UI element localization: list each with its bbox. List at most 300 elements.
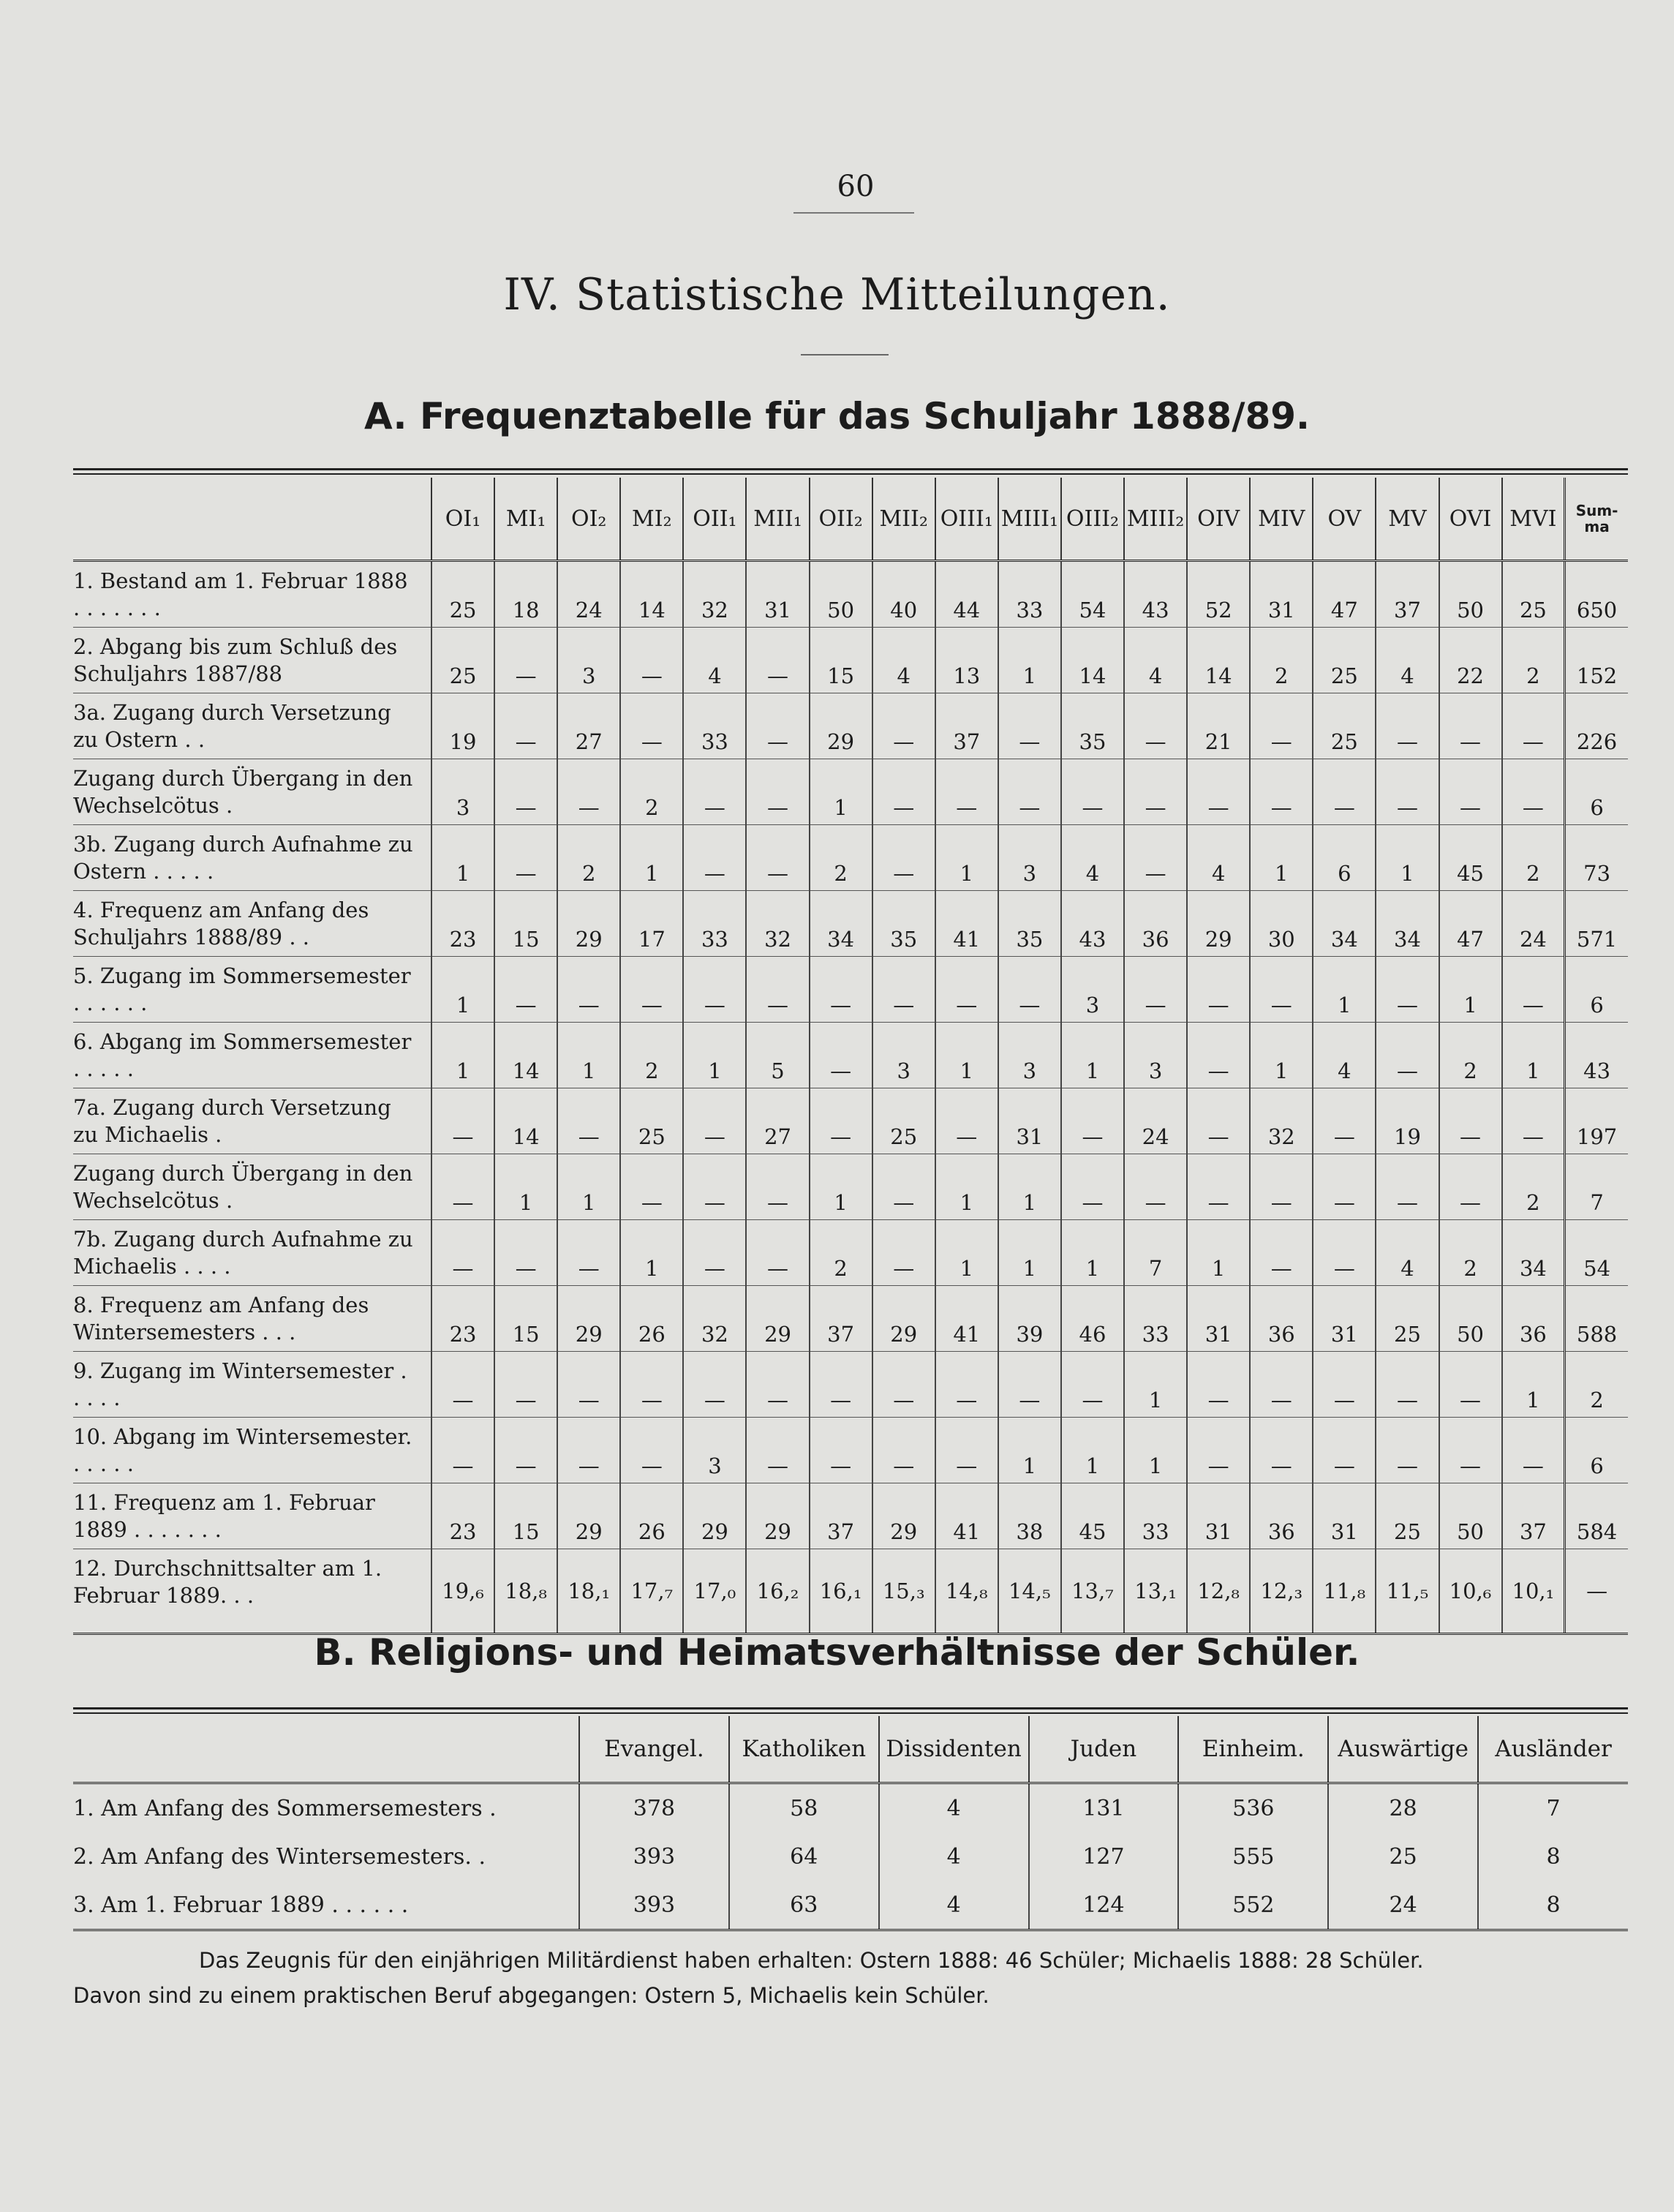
table-cell: 32 <box>683 561 746 628</box>
table-cell: — <box>1439 693 1502 759</box>
table-cell: — <box>1502 693 1565 759</box>
table-cell: — <box>1502 957 1565 1023</box>
table-cell: — <box>683 1352 746 1418</box>
table-cell: 58 <box>729 1783 879 1833</box>
table-cell: 13 <box>935 628 998 693</box>
row-sum: 2 <box>1565 1352 1628 1418</box>
table-cell: 3 <box>1061 957 1124 1023</box>
table-row <box>73 1881 1628 1930</box>
table-cell: 44 <box>935 561 998 628</box>
table-cell: 29 <box>746 1483 809 1549</box>
table-cell: 63 <box>729 1881 879 1930</box>
table-cell: — <box>1313 1418 1376 1483</box>
table-cell: 8 <box>1478 1832 1628 1881</box>
table-cell: 1 <box>1061 1220 1124 1286</box>
table-cell: — <box>1124 693 1187 759</box>
table-cell: — <box>746 759 809 825</box>
row-label: 11. Frequenz am 1. Februar 1889 . . . . . . . <box>73 1483 431 1549</box>
table-cell: 17 <box>620 891 683 957</box>
table-cell: — <box>935 1088 998 1154</box>
table-cell: — <box>1250 957 1313 1023</box>
row-label: 4. Frequenz am Anfang des Schuljahrs 1888/89 . . <box>73 891 431 957</box>
section-title-rule <box>801 354 889 356</box>
table-cell: — <box>1376 1418 1439 1483</box>
row-label: 5. Zugang im Sommersemester . . . . . . <box>73 957 431 1023</box>
table-cell: — <box>1187 1418 1250 1483</box>
table-cell: 47 <box>1439 891 1502 957</box>
table-cell: — <box>1124 825 1187 891</box>
table-cell: — <box>620 1418 683 1483</box>
table-cell: 23 <box>431 1286 494 1352</box>
table-row <box>73 1352 1628 1418</box>
table-cell: 23 <box>431 891 494 957</box>
table-cell: 127 <box>1029 1832 1179 1881</box>
table-cell: 4 <box>1313 1023 1376 1088</box>
table-cell: 1 <box>1061 1418 1124 1483</box>
religion-table <box>73 1716 1628 1931</box>
table-cell: 18 <box>494 561 557 628</box>
table-cell: 552 <box>1178 1881 1328 1930</box>
table-cell: — <box>431 1352 494 1418</box>
row-label: 2. Abgang bis zum Schluß des Schuljahrs 1887/88 <box>73 628 431 693</box>
table-cell: 1 <box>935 1220 998 1286</box>
page-number-underline <box>793 212 914 214</box>
table-cell: 25 <box>1376 1483 1439 1549</box>
row-label: 9. Zugang im Wintersemester . . . . . <box>73 1352 431 1418</box>
table-cell: 14 <box>1187 628 1250 693</box>
table-row <box>73 693 1628 759</box>
table-cell: 18,₁ <box>557 1549 620 1634</box>
table-cell: — <box>1061 759 1124 825</box>
table-cell: 1 <box>1187 1220 1250 1286</box>
table-cell: — <box>1376 957 1439 1023</box>
table-cell: 1 <box>620 1220 683 1286</box>
table-cell: — <box>431 1418 494 1483</box>
table-cell: 2 <box>810 825 872 891</box>
table-cell: — <box>746 825 809 891</box>
table-cell: 2 <box>810 1220 872 1286</box>
table-cell: 23 <box>431 1483 494 1549</box>
table-cell: 1 <box>1250 1023 1313 1088</box>
table-cell: 18,₈ <box>494 1549 557 1634</box>
column-header: MIII₁ <box>998 478 1061 561</box>
table-cell: 1 <box>810 1154 872 1220</box>
table-cell: — <box>620 628 683 693</box>
row-sum: 152 <box>1565 628 1628 693</box>
column-header: OIII₂ <box>1061 478 1124 561</box>
table-b-title: B. Religions- und Heimatsverhältnisse der Schüler. <box>314 1631 1360 1674</box>
table-cell: — <box>872 1220 935 1286</box>
table-cell: — <box>620 1352 683 1418</box>
table-cell: 4 <box>1187 825 1250 891</box>
table-cell: 25 <box>1313 628 1376 693</box>
table-cell: 50 <box>810 561 872 628</box>
header-blank <box>73 1716 579 1783</box>
table-cell: 8 <box>1478 1881 1628 1930</box>
table-cell: — <box>872 825 935 891</box>
row-label: 3. Am 1. Februar 1889 . . . . . . <box>73 1881 579 1930</box>
table-cell: — <box>494 759 557 825</box>
table-cell: 36 <box>1250 1483 1313 1549</box>
table-cell: — <box>1187 1154 1250 1220</box>
table-cell: 29 <box>872 1483 935 1549</box>
table-cell: — <box>998 693 1061 759</box>
table-row <box>73 1023 1628 1088</box>
row-sum: 54 <box>1565 1220 1628 1286</box>
row-label: 7b. Zugang durch Aufnahme zu Michaelis . . . . <box>73 1220 431 1286</box>
table-cell: 3 <box>557 628 620 693</box>
table-cell: 17,₀ <box>683 1549 746 1634</box>
table-cell: 15 <box>810 628 872 693</box>
table-cell: 25 <box>431 561 494 628</box>
table-cell: — <box>1439 1154 1502 1220</box>
table-cell: 30 <box>1250 891 1313 957</box>
table-cell: 36 <box>1250 1286 1313 1352</box>
table-cell: — <box>494 957 557 1023</box>
table-cell: — <box>1376 693 1439 759</box>
frequency-table <box>73 478 1628 1635</box>
table-cell: 4 <box>1061 825 1124 891</box>
table-cell: 4 <box>1124 628 1187 693</box>
table-cell: — <box>935 759 998 825</box>
column-header: OVI <box>1439 478 1502 561</box>
table-cell: 15 <box>494 891 557 957</box>
table-cell: — <box>1187 1088 1250 1154</box>
table-row <box>73 825 1628 891</box>
table-cell: — <box>683 1154 746 1220</box>
table-cell: — <box>1124 957 1187 1023</box>
table-cell: — <box>998 759 1061 825</box>
column-header: MII₂ <box>872 478 935 561</box>
frequency-table-header <box>73 478 1628 561</box>
table-cell: 37 <box>1376 561 1439 628</box>
column-header: OIII₁ <box>935 478 998 561</box>
row-sum: 650 <box>1565 561 1628 628</box>
table-cell: — <box>935 1418 998 1483</box>
table-cell: 25 <box>1376 1286 1439 1352</box>
table-cell: — <box>1124 1154 1187 1220</box>
table-cell: 29 <box>746 1286 809 1352</box>
column-header: MII₁ <box>746 478 809 561</box>
table-cell: — <box>620 693 683 759</box>
table-cell: 1 <box>431 1023 494 1088</box>
table-cell: — <box>872 693 935 759</box>
table-cell: — <box>431 1220 494 1286</box>
table-cell: 29 <box>810 693 872 759</box>
table-cell: — <box>1313 1220 1376 1286</box>
table-cell: 37 <box>1502 1483 1565 1549</box>
table-cell: — <box>494 1220 557 1286</box>
table-cell: 50 <box>1439 1286 1502 1352</box>
row-sum: 197 <box>1565 1088 1628 1154</box>
table-cell: 45 <box>1439 825 1502 891</box>
table-cell: 14 <box>494 1023 557 1088</box>
row-label: 6. Abgang im Sommersemester . . . . . <box>73 1023 431 1088</box>
table-cell: 19,₆ <box>431 1549 494 1634</box>
table-cell: 37 <box>810 1286 872 1352</box>
table-cell: 1 <box>431 825 494 891</box>
religion-table-header <box>73 1716 1628 1783</box>
table-cell: 555 <box>1178 1832 1328 1881</box>
table-cell: — <box>557 1352 620 1418</box>
column-header: OIV <box>1187 478 1250 561</box>
table-cell: 26 <box>620 1483 683 1549</box>
table-row <box>73 957 1628 1023</box>
table-row <box>73 1154 1628 1220</box>
table-cell: 31 <box>1313 1483 1376 1549</box>
table-cell: 25 <box>431 628 494 693</box>
table-cell: 10,₆ <box>1439 1549 1502 1634</box>
table-cell: — <box>1250 1352 1313 1418</box>
table-row <box>73 628 1628 693</box>
table-cell: 1 <box>998 1418 1061 1483</box>
column-header: MI₁ <box>494 478 557 561</box>
table-cell: — <box>746 1352 809 1418</box>
table-a-top-rule <box>73 468 1628 475</box>
table-cell: 2 <box>1439 1023 1502 1088</box>
column-header: OV <box>1313 478 1376 561</box>
table-cell: — <box>746 1418 809 1483</box>
table-cell: 16,₂ <box>746 1549 809 1634</box>
row-sum: 6 <box>1565 957 1628 1023</box>
column-header: OII₁ <box>683 478 746 561</box>
table-cell: — <box>1439 1352 1502 1418</box>
column-header: MIII₂ <box>1124 478 1187 561</box>
table-cell: — <box>935 957 998 1023</box>
table-cell: 1 <box>935 1154 998 1220</box>
column-header: Katholiken <box>729 1716 879 1783</box>
row-label: 1. Bestand am 1. Februar 1888 . . . . . . . <box>73 561 431 628</box>
row-sum: 73 <box>1565 825 1628 891</box>
table-cell: 22 <box>1439 628 1502 693</box>
column-header: MIV <box>1250 478 1313 561</box>
table-cell: — <box>810 957 872 1023</box>
column-header: OI₁ <box>431 478 494 561</box>
table-cell: — <box>1313 1088 1376 1154</box>
table-cell: 34 <box>1502 1220 1565 1286</box>
table-cell: 32 <box>1250 1088 1313 1154</box>
table-cell: 6 <box>1313 825 1376 891</box>
table-cell: 2 <box>1250 628 1313 693</box>
table-cell: 43 <box>1124 561 1187 628</box>
table-cell: 26 <box>620 1286 683 1352</box>
table-cell: 536 <box>1178 1783 1328 1833</box>
table-cell: 36 <box>1502 1286 1565 1352</box>
table-cell: — <box>1187 1023 1250 1088</box>
table-cell: — <box>557 1418 620 1483</box>
table-cell: 5 <box>746 1023 809 1088</box>
table-cell: — <box>1250 693 1313 759</box>
table-cell: — <box>872 1418 935 1483</box>
row-sum: 6 <box>1565 759 1628 825</box>
table-row <box>73 1286 1628 1352</box>
table-cell: 3 <box>431 759 494 825</box>
row-sum: 6 <box>1565 1418 1628 1483</box>
table-cell: — <box>810 1352 872 1418</box>
table-cell: 25 <box>1328 1832 1478 1881</box>
table-cell: 27 <box>557 693 620 759</box>
table-cell: 24 <box>557 561 620 628</box>
table-cell: 1 <box>1376 825 1439 891</box>
table-cell: — <box>1124 759 1187 825</box>
column-header: Ausländer <box>1478 1716 1628 1783</box>
table-cell: — <box>1313 1352 1376 1418</box>
table-cell: 124 <box>1029 1881 1179 1930</box>
table-cell: 36 <box>1124 891 1187 957</box>
table-cell: 31 <box>1187 1286 1250 1352</box>
table-cell: 2 <box>1502 628 1565 693</box>
table-cell: 12,₈ <box>1187 1549 1250 1634</box>
table-cell: 47 <box>1313 561 1376 628</box>
row-sum: 226 <box>1565 693 1628 759</box>
table-cell: 33 <box>683 693 746 759</box>
table-cell: 25 <box>1313 693 1376 759</box>
table-cell: 25 <box>1502 561 1565 628</box>
table-cell: 31 <box>998 1088 1061 1154</box>
table-cell: — <box>494 1418 557 1483</box>
table-cell: 28 <box>1328 1783 1478 1833</box>
table-cell: — <box>1376 1154 1439 1220</box>
table-cell: 29 <box>557 1286 620 1352</box>
table-cell: 1 <box>557 1154 620 1220</box>
table-cell: 37 <box>935 693 998 759</box>
table-cell: 4 <box>683 628 746 693</box>
table-cell: 14 <box>620 561 683 628</box>
table-cell: 131 <box>1029 1783 1179 1833</box>
table-cell: 41 <box>935 1483 998 1549</box>
table-cell: — <box>557 1220 620 1286</box>
table-cell: — <box>1376 1352 1439 1418</box>
table-row <box>73 1483 1628 1549</box>
table-cell: 4 <box>872 628 935 693</box>
table-cell: — <box>1376 1023 1439 1088</box>
column-header: OII₂ <box>810 478 872 561</box>
table-cell: — <box>1061 1088 1124 1154</box>
table-cell: — <box>872 957 935 1023</box>
table-cell: 31 <box>1250 561 1313 628</box>
table-cell: — <box>683 759 746 825</box>
table-cell: 24 <box>1502 891 1565 957</box>
table-cell: 25 <box>620 1088 683 1154</box>
row-label: 12. Durchschnittsalter am 1. Februar 1889. . . <box>73 1549 431 1634</box>
table-row <box>73 1549 1628 1634</box>
table-row <box>73 1832 1628 1881</box>
table-cell: 29 <box>683 1483 746 1549</box>
table-cell: 31 <box>746 561 809 628</box>
table-cell: — <box>1250 1220 1313 1286</box>
table-cell: — <box>746 1154 809 1220</box>
table-cell: — <box>620 1154 683 1220</box>
footnote-line-1: Das Zeugnis für den einjährigen Militärdienst haben erhalten: Ostern 1888: 46 Schüler; Michaelis 1888: 28 Schüler. <box>199 1948 1424 1973</box>
footnote-line-2: Davon sind zu einem praktischen Beruf abgegangen: Ostern 5, Michaelis kein Schüler. <box>73 1983 989 2008</box>
table-cell: — <box>683 957 746 1023</box>
table-cell: — <box>1250 1154 1313 1220</box>
table-cell: — <box>683 825 746 891</box>
table-cell: 35 <box>872 891 935 957</box>
table-cell: 33 <box>1124 1286 1187 1352</box>
table-cell: 393 <box>579 1881 729 1930</box>
table-cell: — <box>872 1154 935 1220</box>
table-cell: — <box>1061 1154 1124 1220</box>
table-cell: — <box>1187 957 1250 1023</box>
table-cell: — <box>557 759 620 825</box>
table-cell: 14,₅ <box>998 1549 1061 1634</box>
table-cell: 1 <box>683 1023 746 1088</box>
table-cell: 64 <box>729 1832 879 1881</box>
table-cell: 31 <box>1187 1483 1250 1549</box>
column-header: Juden <box>1029 1716 1179 1783</box>
table-cell: — <box>810 1418 872 1483</box>
table-cell: 7 <box>1124 1220 1187 1286</box>
table-cell: 11,₈ <box>1313 1549 1376 1634</box>
row-sum: 43 <box>1565 1023 1628 1088</box>
table-cell: 33 <box>683 891 746 957</box>
table-cell: — <box>683 1088 746 1154</box>
table-cell: 12,₃ <box>1250 1549 1313 1634</box>
table-cell: 38 <box>998 1483 1061 1549</box>
table-cell: — <box>872 759 935 825</box>
table-cell: 3 <box>998 825 1061 891</box>
table-b-top-rule <box>73 1707 1628 1714</box>
table-cell: 40 <box>872 561 935 628</box>
table-cell: 50 <box>1439 1483 1502 1549</box>
table-cell: — <box>1376 759 1439 825</box>
table-cell: — <box>810 1088 872 1154</box>
row-sum: 588 <box>1565 1286 1628 1352</box>
table-cell: 29 <box>557 891 620 957</box>
table-cell: — <box>494 693 557 759</box>
table-a-title: A. Frequenztabelle für das Schuljahr 1888/89. <box>363 395 1311 437</box>
table-cell: 1 <box>1250 825 1313 891</box>
table-cell: 3 <box>683 1418 746 1483</box>
table-cell: 19 <box>431 693 494 759</box>
table-cell: — <box>557 1088 620 1154</box>
table-cell: — <box>998 957 1061 1023</box>
table-cell: 4 <box>879 1832 1029 1881</box>
table-cell: 25 <box>872 1088 935 1154</box>
table-cell: 1 <box>1124 1352 1187 1418</box>
table-cell: 17,₇ <box>620 1549 683 1634</box>
row-label: 3b. Zugang durch Aufnahme zu Ostern . . . . . <box>73 825 431 891</box>
table-cell: 4 <box>1376 1220 1439 1286</box>
table-cell: 32 <box>683 1286 746 1352</box>
table-cell: 29 <box>557 1483 620 1549</box>
table-cell: 34 <box>1313 891 1376 957</box>
table-cell: 1 <box>1502 1023 1565 1088</box>
table-cell: 14,₈ <box>935 1549 998 1634</box>
summa-header: Sum-ma <box>1565 478 1628 561</box>
table-cell: 1 <box>557 1023 620 1088</box>
column-header: MV <box>1376 478 1439 561</box>
row-sum: — <box>1565 1549 1628 1634</box>
table-cell: 13,₁ <box>1124 1549 1187 1634</box>
row-label: 2. Am Anfang des Wintersemesters. . <box>73 1843 486 1870</box>
table-cell: 32 <box>746 891 809 957</box>
table-cell: — <box>683 1220 746 1286</box>
table-cell: 35 <box>1061 693 1124 759</box>
row-label: 7a. Zugang durch Versetzung zu Michaelis . <box>73 1088 431 1154</box>
table-row <box>73 1783 1628 1833</box>
table-cell: — <box>557 957 620 1023</box>
table-cell: — <box>620 957 683 1023</box>
table-cell: — <box>1313 1154 1376 1220</box>
table-cell: 2 <box>1502 825 1565 891</box>
table-cell: — <box>1250 759 1313 825</box>
table-cell: 1 <box>431 957 494 1023</box>
table-cell: 31 <box>1313 1286 1376 1352</box>
table-cell: 7 <box>1478 1783 1628 1833</box>
table-cell: — <box>1439 759 1502 825</box>
